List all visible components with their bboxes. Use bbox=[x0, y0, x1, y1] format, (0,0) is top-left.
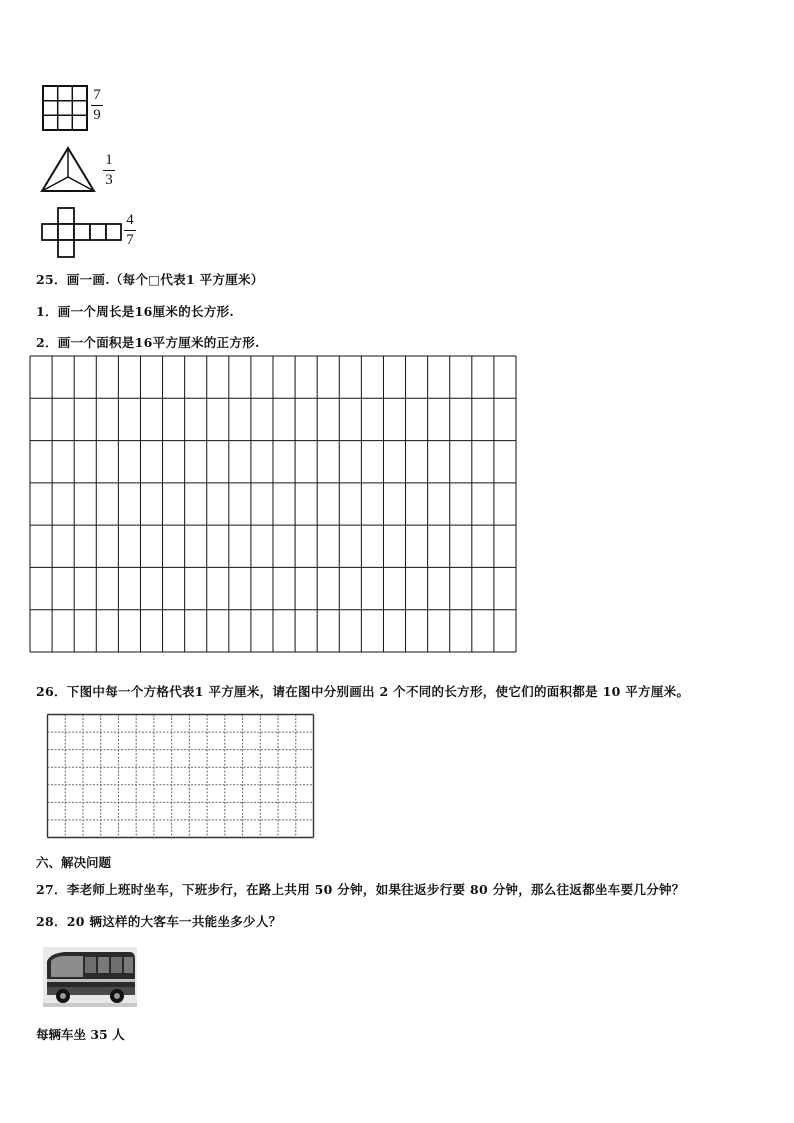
fraction-denominator: 9 bbox=[93, 107, 101, 123]
drawing-grid-small[interactable] bbox=[46, 713, 315, 839]
question-26-text: 26．下图中每一个方格代表1 平方厘米，请在图中分别画出 2 个不同的长方形，使它们的面积都是 10 平方厘米。 bbox=[36, 684, 690, 699]
drawing-grid-large[interactable] bbox=[29, 355, 517, 653]
cube-net-figure bbox=[41, 207, 123, 259]
fraction-denominator: 7 bbox=[126, 232, 134, 248]
fraction-1-3 bbox=[103, 152, 115, 189]
fraction-4-7 bbox=[124, 212, 136, 249]
bus-caption: 每辆车坐 35 人 bbox=[36, 1027, 125, 1042]
fraction-7-9 bbox=[91, 87, 103, 124]
question-25-title: 25．画一画.（每个□代表1 平方厘米） bbox=[36, 272, 264, 287]
fraction-numerator: 4 bbox=[126, 212, 134, 228]
question-25-item-1: 1．画一个周长是16厘米的长方形. bbox=[36, 304, 235, 319]
fraction-numerator: 1 bbox=[105, 152, 113, 168]
question-25-item-2: 2．画一个面积是16平方厘米的正方形. bbox=[36, 335, 260, 350]
question-28-text: 28．20 辆这样的大客车一共能坐多少人？ bbox=[36, 914, 282, 929]
section-6-title: 六、解决问题 bbox=[36, 855, 112, 870]
triangle-pyramid-figure bbox=[40, 146, 96, 194]
fraction-numerator: 7 bbox=[93, 87, 101, 103]
bus-image bbox=[43, 947, 137, 1007]
fraction-denominator: 3 bbox=[105, 172, 113, 188]
nine-square-grid-figure bbox=[42, 85, 88, 131]
question-27-text: 27．李老师上班时坐车，下班步行，在路上共用 50 分钟，如果往返步行要 80 分钟，那么往返都坐车要几分钟？ bbox=[36, 882, 685, 897]
